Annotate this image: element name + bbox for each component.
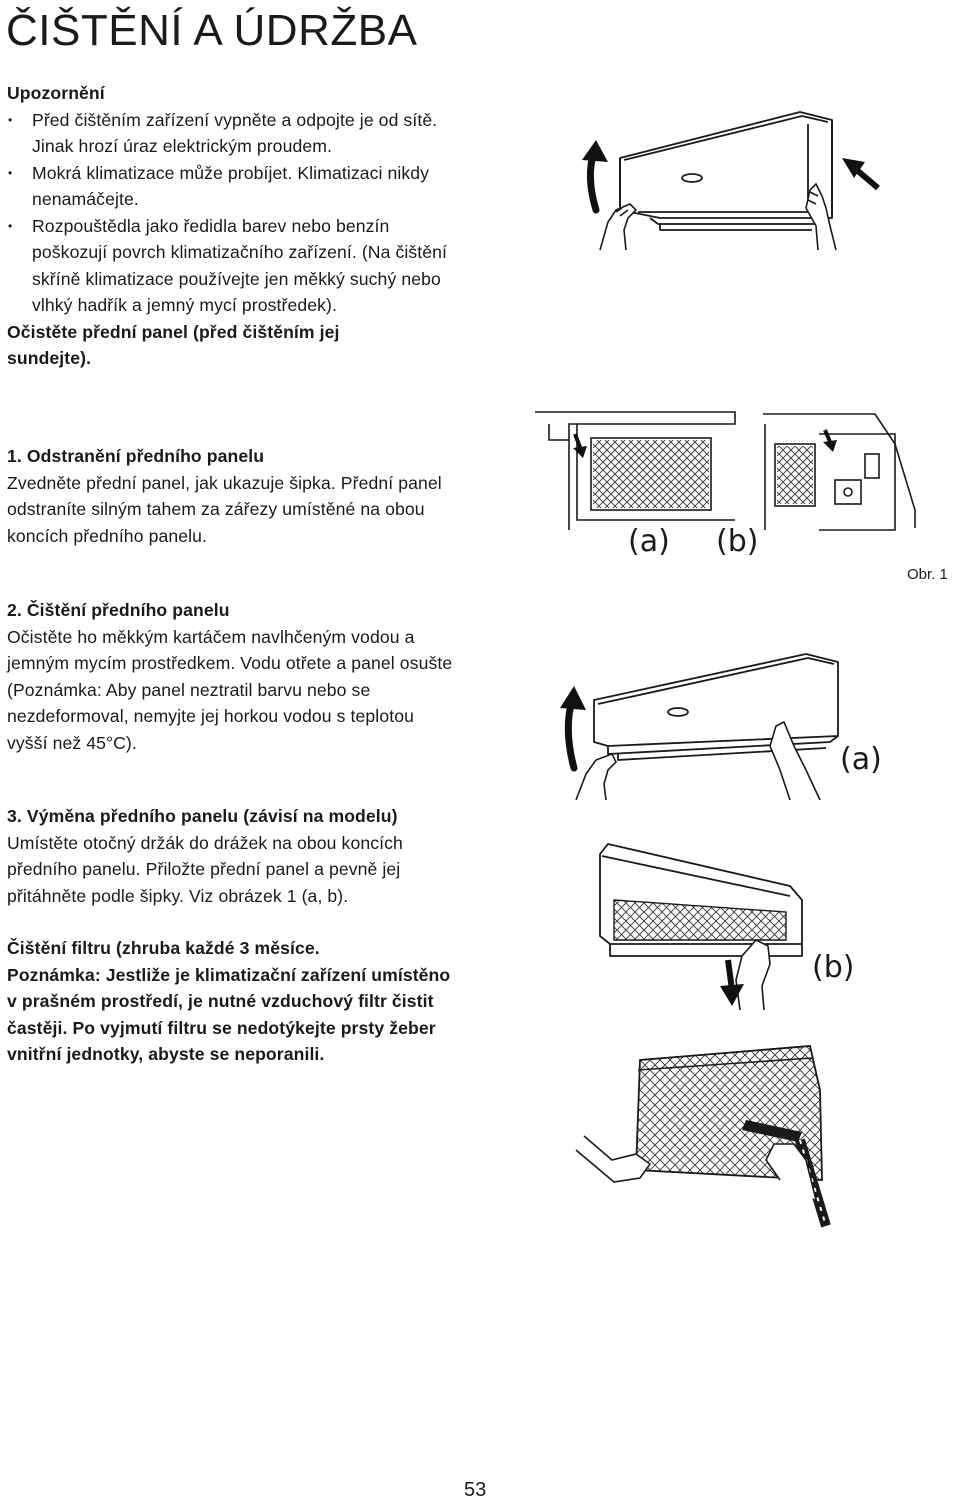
section-filter — [7, 935, 467, 1068]
section-heading: 1. Odstranění předního panelu — [7, 446, 265, 466]
figure-replace-panel-a — [558, 650, 858, 800]
hand-icon — [576, 754, 616, 800]
figure-clean-filter — [570, 1040, 840, 1240]
section-clean-panel — [7, 597, 467, 756]
arrow-diagonal-icon — [842, 158, 878, 188]
figure-label-a: (a) — [840, 742, 882, 777]
page-number: 53 — [464, 1479, 487, 1501]
filter-mesh — [777, 446, 813, 504]
warning-item: • Rozpouštědla jako ředidla barev nebo benzín poškozují povrch klimatizačního zařízení. (Na čištění skříně klimatizace používejte jen měkký suchý nebo vlhký hadřík a jemný mycí prostředek). — [7, 213, 452, 319]
figure-label-a: (a) — [628, 524, 670, 559]
figure-label-b: (b) — [716, 524, 759, 559]
figure-label-b: (b) — [812, 950, 855, 985]
warning-block — [7, 80, 467, 372]
figure-replace-panel-b — [590, 840, 820, 1010]
section-replace-panel — [7, 803, 467, 909]
section-body: Zvedněte přední panel, jak ukazuje šipka. Přední panel odstraníte silným tahem za zářezy umístěné na obou koncích předního panelu. — [7, 472, 442, 546]
hand-icon — [736, 940, 770, 1010]
arrow-up-icon — [560, 686, 586, 768]
warning-item: • Před čištěním zařízení vypněte a odpojte je od sítě. Jinak hrozí úraz elektrickým proudem. — [7, 107, 447, 160]
filter-note: Poznámka: Jestliže je klimatizační zařízení umístěno v prašném prostředí, je nutné vzduchový filtr čistit častěji. Po vyjmutí filtru se nedotýkejte prsty žeber vnitřní jednotky, abyste se neporanili. — [7, 964, 451, 1064]
figure-caption: Obr. 1 — [907, 566, 948, 583]
page-title: ČIŠTĚNÍ A ÚDRŽBA — [6, 6, 418, 55]
hand-icon — [600, 204, 636, 250]
filter-heading: Čištění filtru (zhruba každé 3 měsíce. — [7, 938, 320, 958]
warning-list — [7, 107, 447, 319]
section-remove-panel — [7, 443, 467, 549]
hand-icon — [770, 722, 820, 800]
section-heading: 3. Výměna předního panelu (závisí na modelu) — [7, 806, 398, 826]
arrow-down-icon — [573, 434, 587, 458]
section-heading: 2. Čištění předního panelu — [7, 600, 230, 620]
figure-lift-panel — [580, 100, 840, 255]
warning-item: • Mokrá klimatizace může probíjet. Klimatizaci nikdy nenamáčejte. — [7, 160, 447, 213]
section-body: Očistěte ho měkkým kartáčem navlhčeným vodou a jemným mycím prostředkem. Vodu otřete a panel osušte (Poznámka: Aby panel neztratil barvu nebo se nezdeformoval, nemyjte jej horkou vodou s teplotou vyšší než 45°C). — [7, 626, 453, 753]
section-body: Umístěte otočný držák do drážek na obou koncích předního panelu. Přiložte přední panel a pevně jej přitáhněte podle šipky. Viz obrázek 1 (a, b). — [7, 832, 403, 906]
filter-mesh — [614, 900, 786, 940]
filter-mesh — [593, 440, 709, 508]
warning-closing: Očistěte přední panel (před čištěním jej sundejte). — [7, 321, 340, 368]
arrow-up-icon — [582, 140, 608, 210]
warning-heading: Upozornění — [7, 83, 105, 103]
figure-filter-detail — [535, 410, 925, 540]
